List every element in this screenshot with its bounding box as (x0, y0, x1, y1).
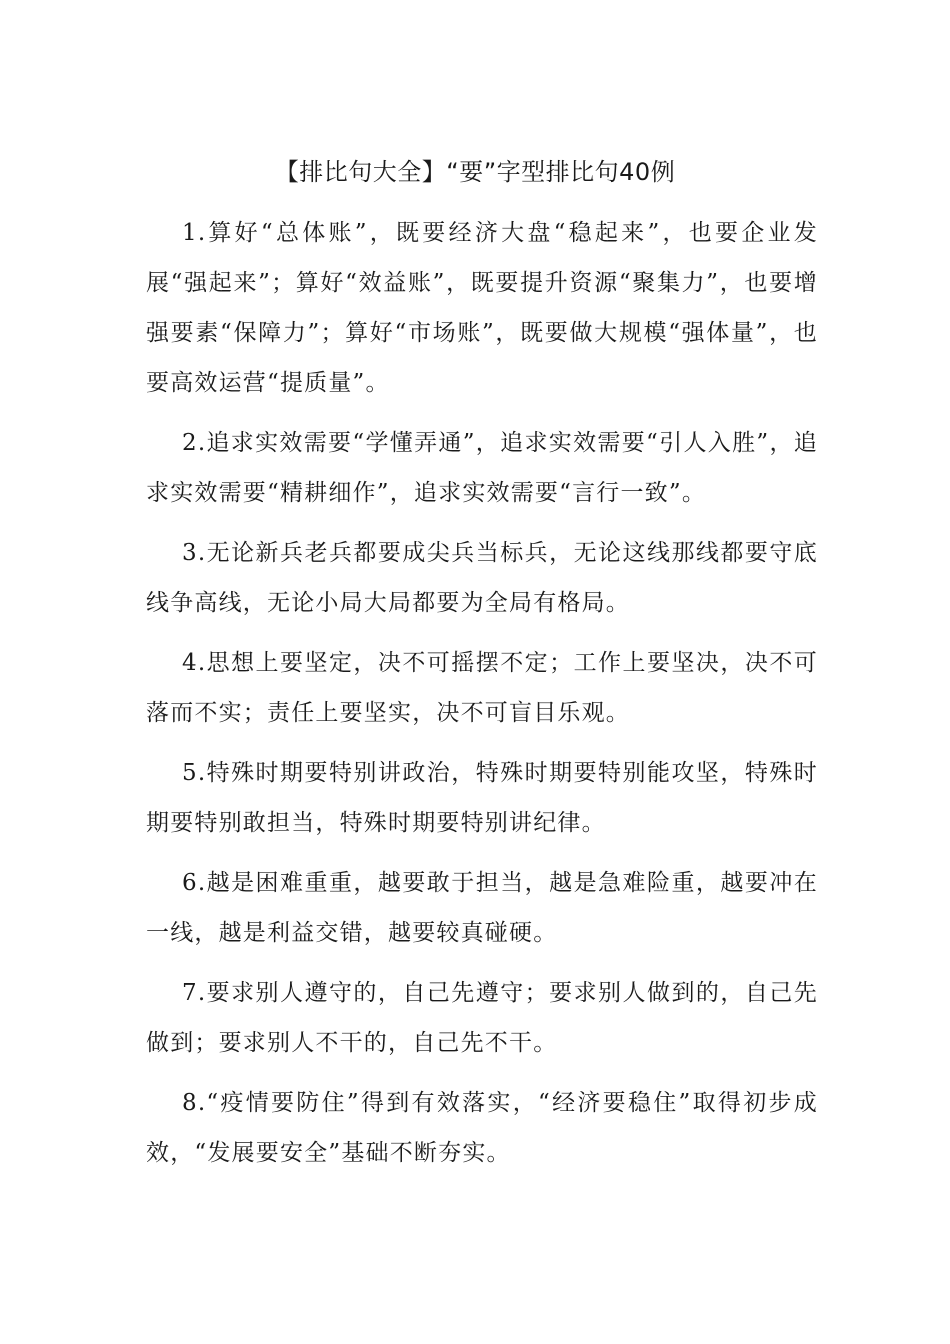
paragraph-3: 3.无论新兵老兵都要成尖兵当标兵，无论这线那线都要守底线争高线，无论小局大局都要为全局有格局。 (146, 540, 818, 616)
paragraph-7: 7.要求别人遵守的，自己先遵守；要求别人做到的，自己先做到；要求别人不干的，自己先不干。 (146, 980, 818, 1056)
document-title: 【排比句大全】“要”字型排比句40例 (274, 158, 676, 186)
paragraph-4: 4.思想上要坚定，决不可摇摆不定；工作上要坚决，决不可落而不实；责任上要坚实，决不可盲目乐观。 (146, 650, 818, 726)
document-body (146, 208, 818, 1188)
paragraph-1: 1.算好“总体账”，既要经济大盘“稳起来”，也要企业发展“强起来”；算好“效益账”，既要提升资源“聚集力”，也要增强要素“保障力”；算好“市场账”，既要做大规模“强体量”，也要高效运营“提质量”。 (146, 220, 818, 396)
paragraph-6: 6.越是困难重重，越要敢于担当，越是急难险重，越要冲在一线，越是利益交错，越要较真碰硬。 (146, 870, 818, 946)
paragraph-5: 5.特殊时期要特别讲政治，特殊时期要特别能攻坚，特殊时期要特别敢担当，特殊时期要特别讲纪律。 (146, 760, 818, 836)
paragraph-8: 8.“疫情要防住”得到有效落实，“经济要稳住”取得初步成效，“发展要安全”基础不断夯实。 (146, 1090, 818, 1166)
paragraph-2: 2.追求实效需要“学懂弄通”，追求实效需要“引人入胜”，追求实效需要“精耕细作”，追求实效需要“言行一致”。 (146, 430, 818, 506)
